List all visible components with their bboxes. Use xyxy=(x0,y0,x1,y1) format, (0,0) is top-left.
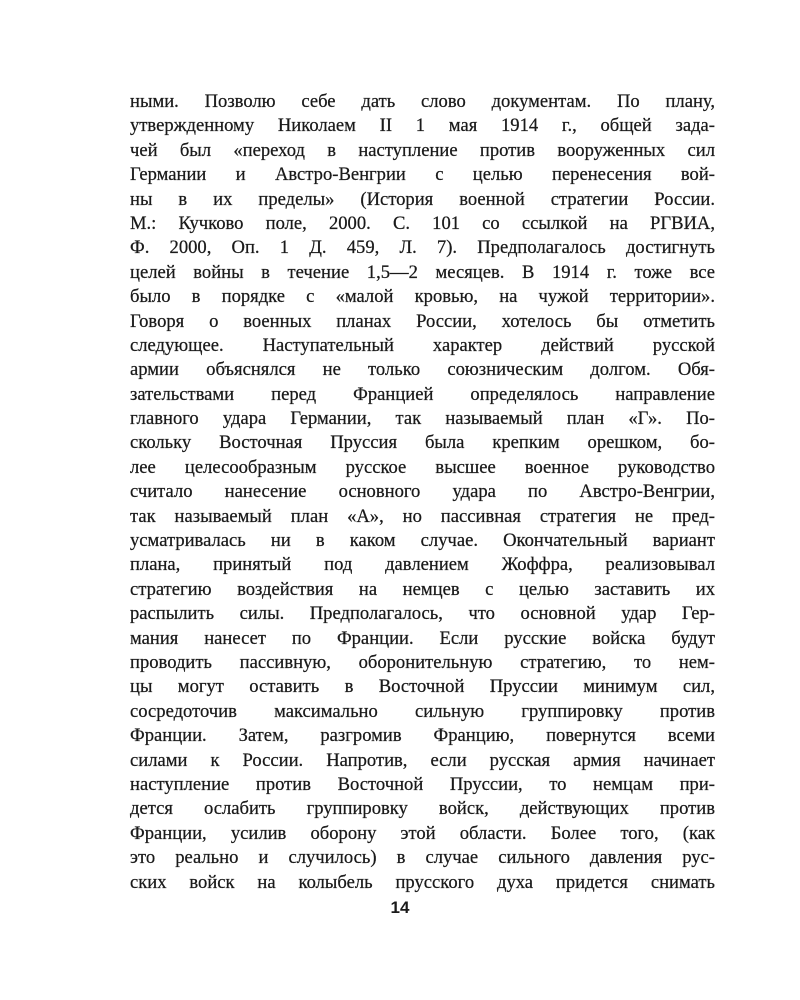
text-line: скольку Восточная Пруссия была крепким орешком, бо- xyxy=(130,432,715,454)
text-line: плана, принятый под давлением Жоффра, реализовывал xyxy=(130,554,715,576)
text-line: сосредоточив максимально сильную группировку против xyxy=(130,700,715,722)
text-line: стратегию воздействия на немцев с целью заставить их xyxy=(130,578,715,600)
text-line: лее целесообразным русское высшее военное руководство xyxy=(130,456,715,478)
text-line: считало нанесение основного удара по Австро-Венгрии, xyxy=(130,481,715,503)
text-line: Франции, усилив оборону этой области. Более того, (как xyxy=(130,822,715,844)
text-line: Германии и Австро-Венгрии с целью перенесения вой- xyxy=(130,164,715,186)
page-number: 14 xyxy=(390,898,410,917)
text-line: утвержденному Николаем II 1 мая 1914 г., общей зада- xyxy=(130,115,715,137)
text-line: силами к России. Напротив, если русская армия начинает xyxy=(130,749,715,771)
text-line: так называемый план «А», но пассивная стратегия не пред- xyxy=(130,505,715,527)
text-line: М.: Кучково поле, 2000. С. 101 со ссылкой на РГВИА, xyxy=(130,212,715,234)
text-line: было в порядке с «малой кровью, на чужой территории». xyxy=(130,286,715,308)
text-line: зательствами перед Францией определялось направление xyxy=(130,383,715,405)
text-line: главного удара Германии, так называемый план «Г». По- xyxy=(130,408,715,430)
text-line: мания нанесет по Франции. Если русские войска будут xyxy=(130,627,715,649)
text-line: ными. Позволю себе дать слово документам. По плану, xyxy=(130,91,715,112)
text-line: цы могут оставить в Восточной Пруссии минимум сил, xyxy=(130,676,715,698)
text-line: усматривалась ни в каком случае. Окончательный вариант xyxy=(130,530,715,552)
text-line: проводить пассивную, оборонительную стратегию, то нем- xyxy=(130,651,715,673)
text-line: Ф. 2000, Оп. 1 Д. 459, Л. 7). Предполагалось достигнуть xyxy=(130,237,715,259)
text-line: армии объяснялся не только союзническим долгом. Обя- xyxy=(130,359,715,381)
text-line: Говоря о военных планах России, хотелось бы отметить xyxy=(130,310,715,332)
text-line: дется ослабить группировку войск, действующих против xyxy=(130,798,715,820)
text-line: чей был «переход в наступление против вооруженных сил xyxy=(130,139,715,161)
text-line: ны в их пределы» (История военной стратегии России. xyxy=(130,188,715,210)
text-line: Франции. Затем, разгромив Францию, повернутся всеми xyxy=(130,725,715,747)
text-line: распылить силы. Предполагалось, что основной удар Гер- xyxy=(130,603,715,625)
text-line: наступление против Восточной Пруссии, то немцам при- xyxy=(130,773,715,795)
text-line: целей войны в течение 1,5—2 месяцев. В 1914 г. тоже все xyxy=(130,261,715,283)
text-line: следующее. Наступательный характер действий русской xyxy=(130,334,715,356)
body-text xyxy=(130,90,715,895)
text-line: это реально и случилось) в случае сильного давления рус- xyxy=(130,847,715,869)
text-line: ских войск на колыбель прусского духа придется снимать xyxy=(130,871,715,893)
